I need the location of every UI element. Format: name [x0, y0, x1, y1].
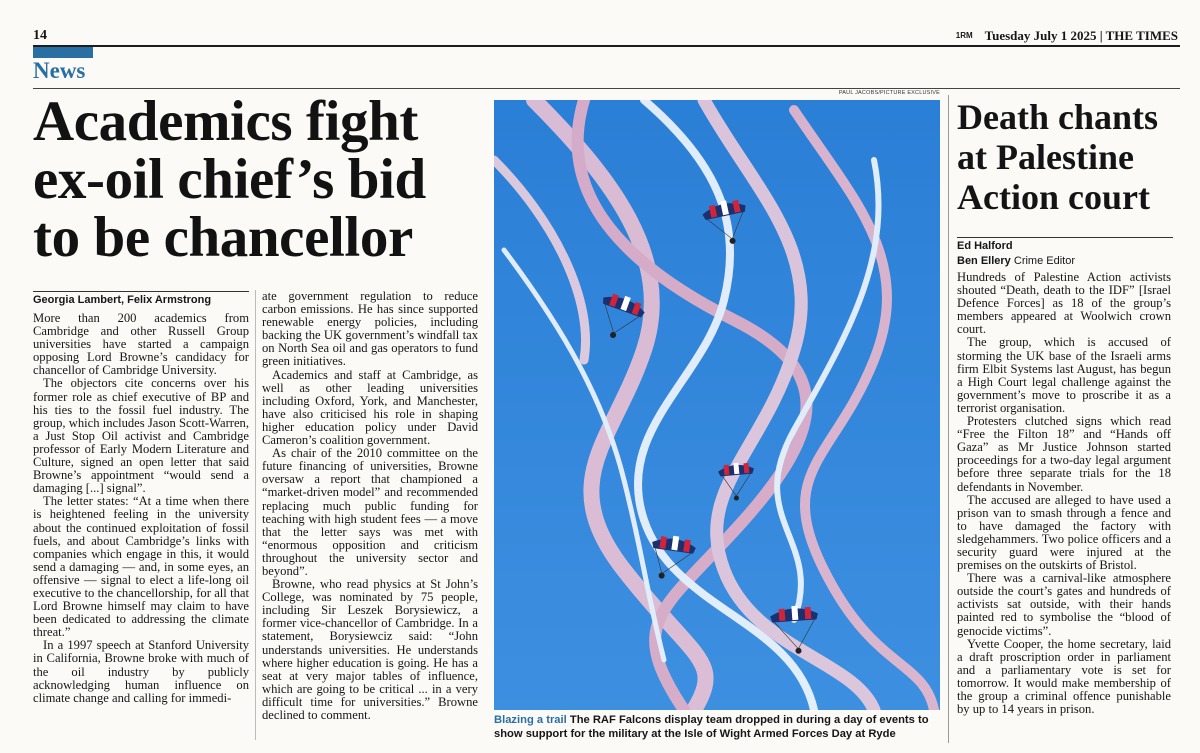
main-headline: Academics fight ex-oil chief’s bid to be chancellor — [33, 90, 426, 269]
photo-caption — [494, 713, 944, 741]
paragraph: Browne, who read physics at St John’s College, was nominated by 75 people, including Sir Leszek Borysiewicz, a former vice-chancellor of Cambridge. In a statement, Borysiewciz said: “John understands universities. He understands where higher education is going. He has a seat at very major tables of influence, which are going to be critical ... in a very difficult time for universities.” Browne declined to comment. — [262, 577, 478, 722]
side-story-column — [957, 271, 1171, 716]
page-number: 14 — [33, 28, 47, 43]
paragraph: ate government regulation to reduce carbon emissions. He has since supported renewable energy policies, including backing the UK government’s windfall tax on North Sea oil and gas operators to fund green initiatives. — [262, 289, 478, 369]
masthead-dateline — [956, 28, 1178, 44]
photo-credit: PAUL JACOBS/PICTURE EXCLUSIVE — [838, 90, 940, 96]
paragraph: The group, which is accused of storming the UK base of the Israeli arms firm Elbit Systems last August, has begun a High Court legal challenge against the government’s move to proscribe it as a terrorist organisation. — [957, 335, 1171, 415]
section-color-bar — [33, 47, 93, 58]
caption-lead: Blazing a trail — [494, 714, 567, 726]
paragraph: Hundreds of Palestine Action activists shouted “Death, death to the IDF” [Israel Defence Forces] as 18 of the group’s members appeared at Woolwich crown court. — [957, 270, 1171, 337]
byline-name: Ben Ellery — [957, 255, 1011, 267]
paragraph: The letter states: “At a time when there is heightened feeling in the university about the continued exploitation of fossil fuels, and about Cambridge’s links with companies which engage in this, it would send a damaging — and, in some eyes, an offensive — signal to elect a life-long oil executive to the chancellorship, for all that Lord Browne himself may claim to have been dedicated to addressing the climate threat.” — [33, 494, 249, 640]
caption-text: The RAF Falcons display team dropped in during a day of events to show support for the military at the Isle of Wight Armed Forces Day at Ryde — [494, 714, 929, 740]
paragraph: The objectors cite concerns over his former role as chief executive of BP and his ties to the fossil fuel industry. The group, which includes Jason Scott-Warren, a Just Stop Oil activist and Cambridge professor of Early Modern Literature and Culture, signed an open letter that said Browne’s appointment “would send a damaging [...] signal”. — [33, 376, 249, 496]
paragraph: Yvette Cooper, the home secretary, laid a draft proscription order in parliament and a parliamentary vote is set for tomorrow. It would make membership of the group a criminal offence punishable by up to 14 years in prison. — [957, 636, 1171, 717]
byline-role: Crime Editor — [1010, 255, 1075, 267]
section-rule — [33, 88, 1180, 89]
sky-with-smoke-trails-image — [494, 100, 940, 710]
byline-name: Ed Halford — [957, 240, 1013, 252]
section-label: News — [33, 58, 86, 83]
paragraph: Protesters clutched signs which read “Free the Filton 18” and “Hands off Gaza” as Mr Justice Johnson started proceedings for a two-day legal argument before three separate trials for the 18 defendants in November. — [957, 414, 1171, 494]
column-rule — [255, 290, 256, 740]
edition-code: 1RM — [955, 31, 973, 40]
main-story-column-2 — [262, 290, 478, 722]
paragraph: More than 200 academics from Cambridge and other Russell Group universities have started a campaign opposing Lord Browne’s candidacy for chancellor of Cambridge University. — [33, 311, 249, 378]
date-paper: Tuesday July 1 2025 | THE TIMES — [984, 28, 1178, 43]
paragraph: There was a carnival-like atmosphere outside the court’s gates and hundreds of activists sat outside, with their hands painted red to symbolise the “blood of genocide victims”. — [957, 571, 1171, 638]
side-headline: Death chants at Palestine Action court — [957, 97, 1159, 217]
main-byline: Georgia Lambert, Felix Armstrong — [33, 291, 249, 306]
side-byline — [957, 237, 1173, 269]
sidebar-rule — [948, 95, 949, 743]
paragraph: In a 1997 speech at Stanford University in California, Browne broke with much of the oil industry by publicly acknowledging human influence on climate change and calling for immedi- — [33, 638, 249, 705]
paragraph: The accused are alleged to have used a prison van to smash through a fence and to have damaged the factory with sledgehammers. Two police officers and a security guard were injured at the premises on the outskirts of Bristol. — [957, 492, 1171, 573]
top-rule — [33, 45, 1180, 47]
main-story-column-1 — [33, 312, 249, 705]
paragraph: As chair of the 2010 committee on the future financing of universities, Browne oversaw a report that championed a “market-driven model” and recommended replacing much public funding for teaching with high student fees — a move that the letter says was met with “enormous opposition and criticism throughout the university sector and beyond”. — [262, 446, 478, 578]
parachute-photo — [494, 100, 940, 710]
paragraph: Academics and staff at Cambridge, as well as other leading universities including Oxford, York, and Manchester, have also criticised his role in shaping higher education policy under David Cameron’s coalition government. — [262, 367, 478, 448]
